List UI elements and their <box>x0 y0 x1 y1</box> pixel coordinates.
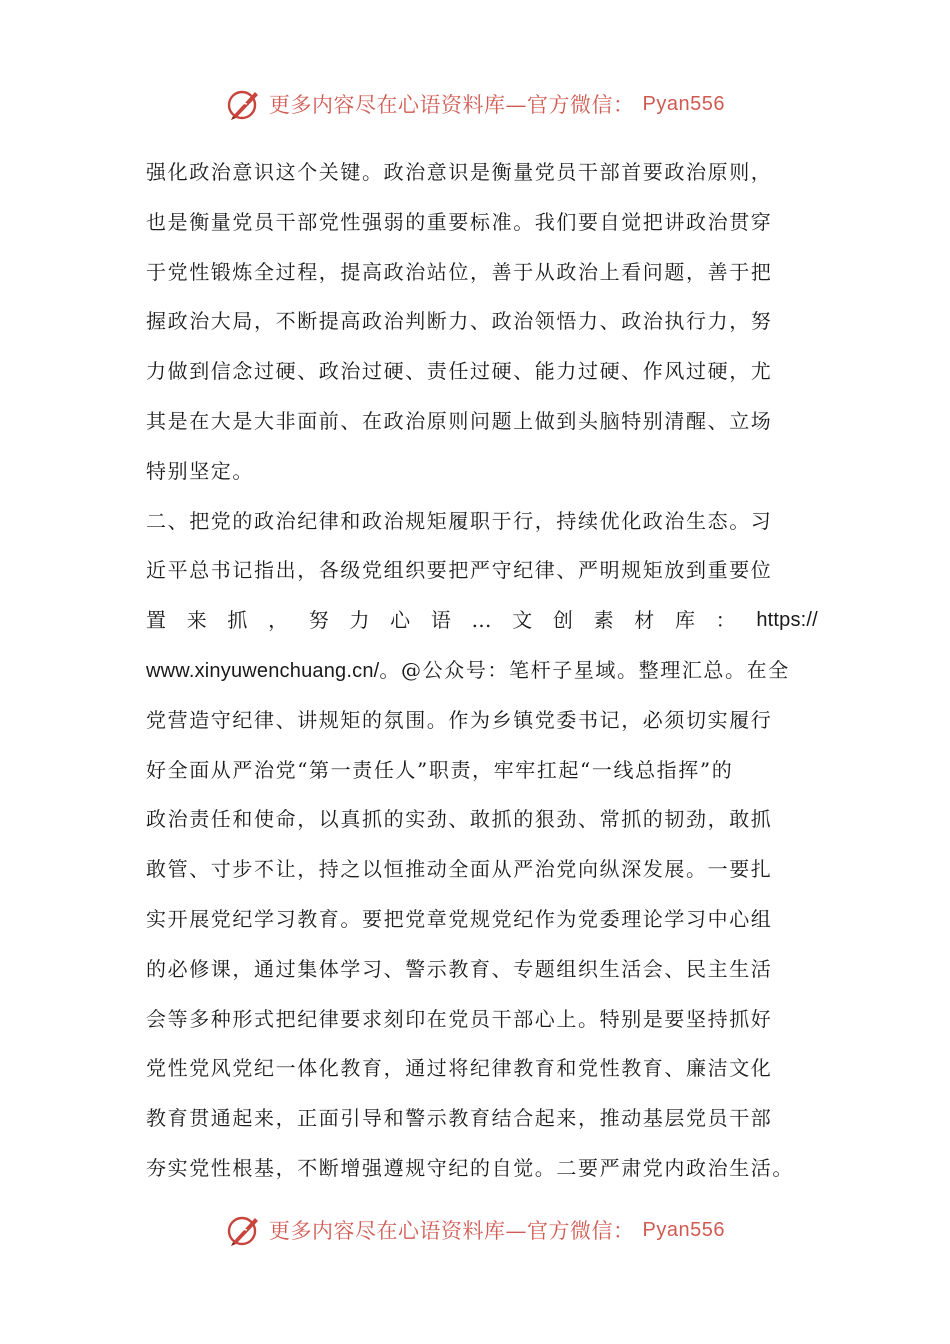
text-line: 于党性锻炼全过程，提高政治站位，善于从政治上看问题，善于把 <box>146 259 773 284</box>
text-line: 近平总书记指出，各级党组织要把严守纪律、严明规矩放到重要位 <box>146 558 773 583</box>
text-char: … <box>471 608 492 633</box>
footer-banner-wechat-id: Pyan556 <box>642 1218 725 1241</box>
footer-banner-text: 更多内容尽在心语资料库—官方微信： <box>269 1219 635 1243</box>
text-char: 努 <box>308 608 329 633</box>
text-line: 实开展党纪学习教育。要把党章党规党纪作为党委理论学习中心组 <box>146 906 773 931</box>
text-line: 会等多种形式把纪律要求刻印在党员干部心上。特别是要坚持抓好 <box>146 1006 773 1031</box>
footer-banner <box>0 1208 950 1252</box>
text-line: 教育贯通起来，正面引导和警示教育结合起来，推动基层党员干部 <box>146 1106 773 1131</box>
text-line: 的必修课，通过集体学习、警示教育、专题组织生活会、民主生活 <box>146 956 773 981</box>
text-line: 敢管、寸步不让，持之以恒推动全面从严治党向纵深发展。一要扎 <box>146 857 773 882</box>
text-line: 强化政治意识这个关键。政治意识是衡量党员干部首要政治原则， <box>146 160 773 184</box>
text-line: 夯实党性根基，不断增强遵规守纪的自觉。二要严肃党内政治生活。 <box>146 1155 794 1180</box>
url-fragment: https:// <box>756 609 818 632</box>
section-heading-line: 二、把党的政治纪律和政治规矩履职于行，持续优化政治生态。习 <box>146 508 773 533</box>
text-char: 力 <box>349 608 370 633</box>
spread-text-line <box>146 596 818 646</box>
text-segment: 。@公众号：笔杆子星域。整理汇总。在全 <box>379 657 790 682</box>
text-line: 好全面从严治党“第一责任人”职责，牢牢扛起“一线总指挥”的 <box>146 757 734 782</box>
text-line: 党性党风党纪一体化教育，通过将纪律教育和党性教育、廉洁文化 <box>146 1056 773 1081</box>
text-char: 心 <box>390 608 411 633</box>
text-line: 握政治大局，不断提高政治判断力、政治领悟力、政治执行力，努 <box>146 309 773 334</box>
document-body <box>146 148 818 1194</box>
header-banner-text: 更多内容尽在心语资料库—官方微信： <box>269 93 635 117</box>
text-char: ， <box>268 608 289 633</box>
header-banner-wechat-id: Pyan556 <box>642 92 725 115</box>
text-char: 置 <box>146 608 166 633</box>
text-char: 素 <box>593 608 614 633</box>
header-banner-content <box>225 86 725 122</box>
text-line: 其是在大是大非面前、在政治原则问题上做到头脑特别清醒、立场 <box>146 408 773 433</box>
text-char: 材 <box>634 608 655 633</box>
header-banner <box>0 82 950 126</box>
url-text: www.xinyuwenchuang.cn/ <box>146 659 380 682</box>
text-line: 也是衡量党员干部党性强弱的重要标准。我们要自觉把讲政治贯穿 <box>146 209 773 234</box>
text-char: 抓 <box>227 608 248 633</box>
text-char: ： <box>715 608 736 633</box>
text-char: 文 <box>512 608 533 633</box>
text-char: 库 <box>674 608 695 633</box>
text-char: 创 <box>552 608 573 633</box>
url-text-line <box>146 646 818 696</box>
footer-banner-content <box>225 1212 725 1248</box>
text-line: 特别坚定。 <box>146 458 254 483</box>
pen-logo-icon <box>225 86 261 122</box>
text-char: 来 <box>186 608 207 633</box>
pen-logo-icon <box>225 1212 261 1248</box>
text-line: 力做到信念过硬、政治过硬、责任过硬、能力过硬、作风过硬，尤 <box>146 359 773 384</box>
text-char: 语 <box>430 608 451 633</box>
text-line: 政治责任和使命，以真抓的实劲、敢抓的狠劲、常抓的韧劲，敢抓 <box>146 807 773 832</box>
text-line: 党营造守纪律、讲规矩的氛围。作为乡镇党委书记，必须切实履行 <box>146 707 773 732</box>
